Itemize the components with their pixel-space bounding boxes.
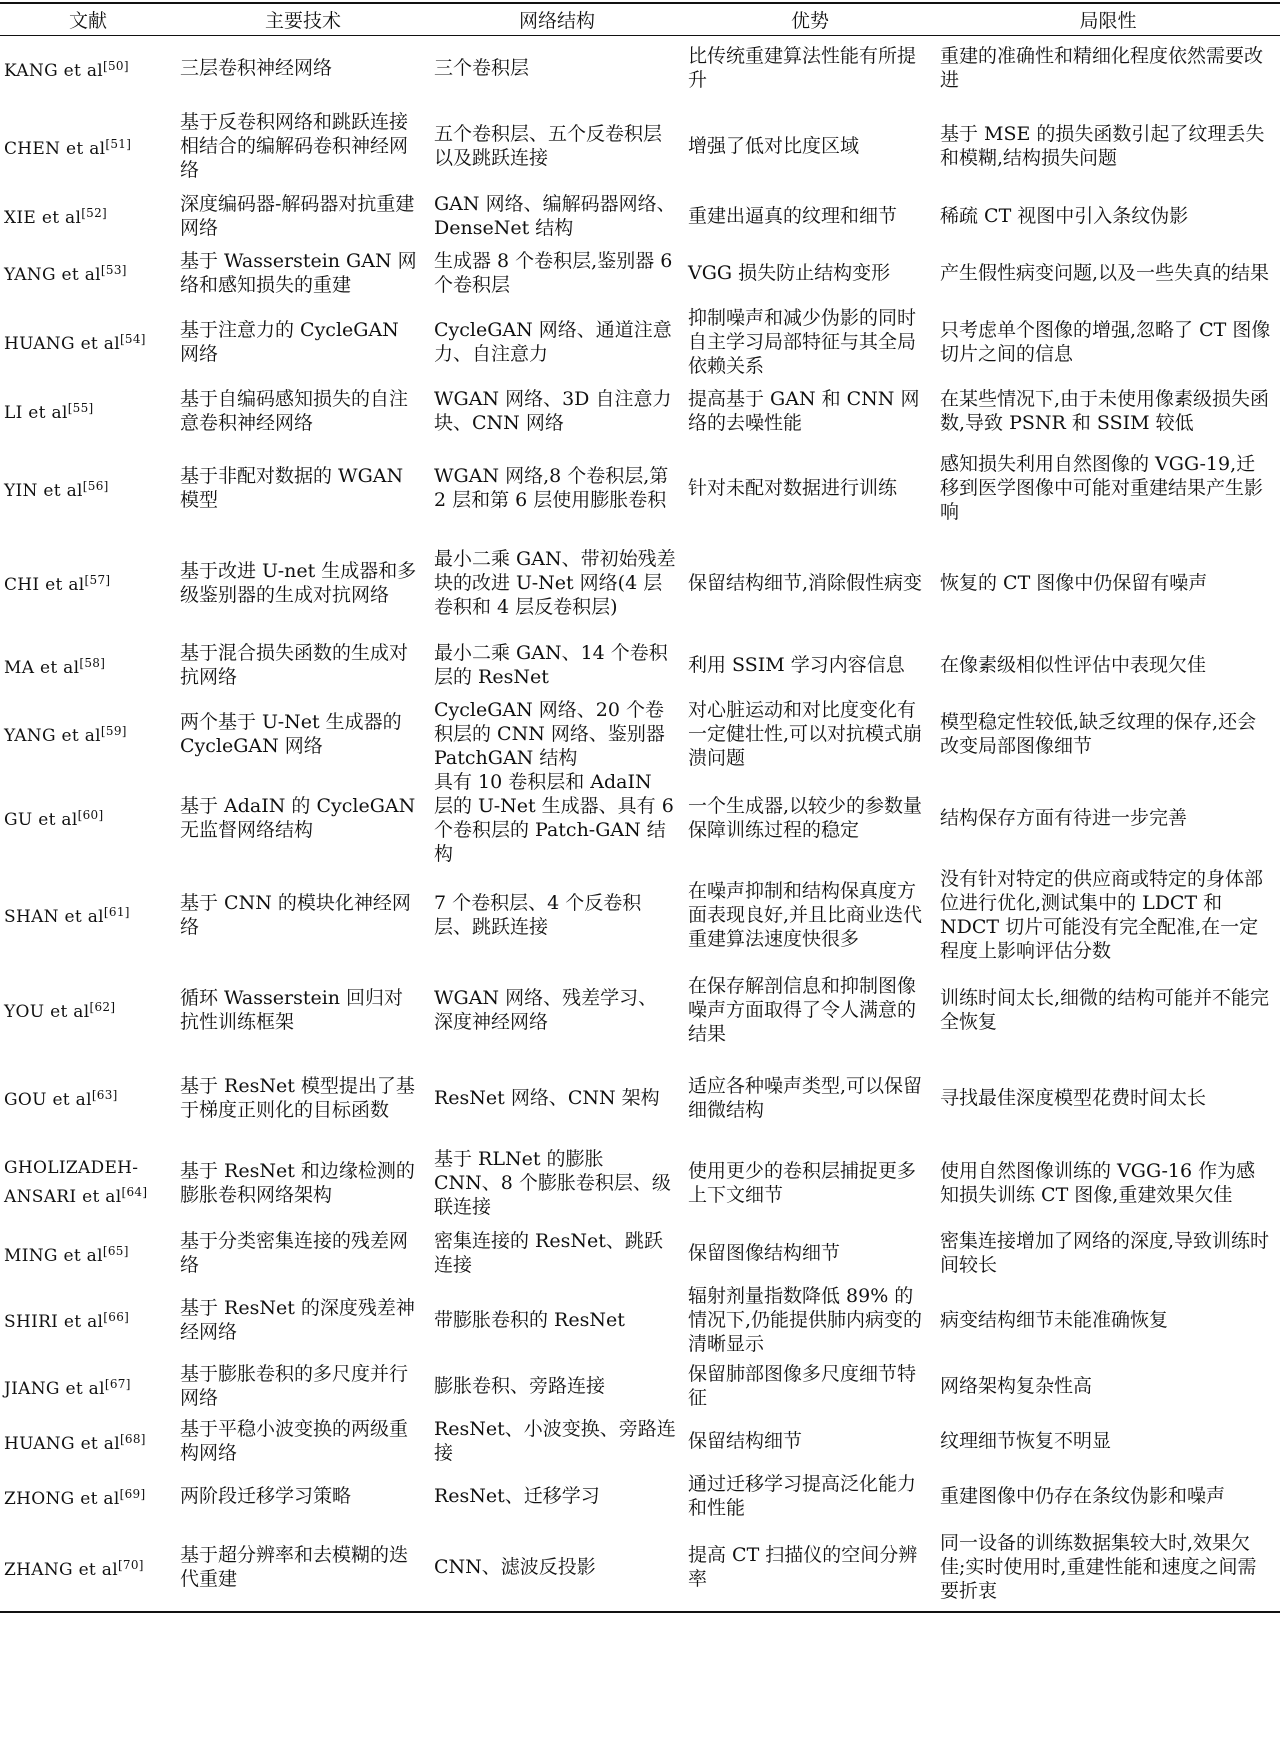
cell-main-technique: 循环 Wasserstein 回归对抗性训练框架 — [180, 986, 404, 1033]
header-advantage: 优势 — [684, 3, 936, 36]
cell-main-technique: 基于注意力的 CycleGAN 网络 — [180, 318, 399, 365]
cell-network-structure: 密集连接的 ResNet、跳跃连接 — [434, 1230, 663, 1276]
cell-reference — [0, 964, 176, 1056]
table-row — [0, 240, 1280, 306]
cell-advantage: 提高基于 GAN 和 CNN 网络的去噪性能 — [688, 387, 920, 434]
cell-reference — [0, 1226, 176, 1281]
cell-network-structure: 具有 10 卷积层和 AdaIN 层的 U-Net 生成器、具有 6 个卷积层的 Patch-GAN 结构 — [434, 770, 674, 865]
cell-advantage: 适应各种噪声类型,可以保留细微结构 — [688, 1074, 923, 1121]
cell-reference — [0, 192, 176, 240]
cell-network-structure: ResNet 网络、CNN 架构 — [434, 1086, 660, 1109]
cell-network-structure: GAN 网络、编解码器网络、DenseNet 结构 — [434, 192, 676, 239]
cell-limitation: 重建的准确性和精细化程度依然需要改进 — [940, 45, 1264, 92]
reference-number: [51] — [105, 136, 132, 151]
cell-main-technique: 基于自编码感知损失的自注意卷积神经网络 — [180, 387, 409, 434]
reference-number: [50] — [103, 58, 129, 73]
table-row — [0, 1469, 1280, 1524]
reference-author: GHOLIZADEH-ANSARI et al — [4, 1158, 139, 1207]
table-row — [0, 378, 1280, 444]
cell-main-technique: 基于平稳小波变换的两级重构网络 — [180, 1418, 409, 1464]
reference-author: MING et al — [4, 1245, 103, 1266]
cell-main-technique: 基于非配对数据的 WGAN 模型 — [180, 465, 404, 511]
reference-author: CHEN et al — [4, 138, 106, 159]
reference-author: JIANG et al — [4, 1378, 105, 1399]
reference-author: ZHONG et al — [4, 1488, 120, 1509]
literature-comparison-table — [0, 2, 1280, 1613]
cell-reference — [0, 533, 176, 633]
cell-limitation: 网络架构复杂性高 — [940, 1375, 1093, 1397]
reference-number: [55] — [67, 401, 94, 415]
cell-limitation: 同一设备的训练数据集较大时,效果欠佳;实时使用时,重建性能和速度之间需要折衷 — [936, 1524, 1280, 1612]
cell-network-structure: CNN、滤波反投影 — [430, 1524, 684, 1612]
cell-advantage: 在噪声抑制和结构保真度方面表现良好,并且比商业迭代重建算法速度快很多 — [688, 879, 923, 950]
header-row — [0, 3, 1280, 36]
cell-limitation: 密集连接增加了网络的深度,导致训练时间较长 — [940, 1230, 1270, 1276]
cell-network-structure: WGAN 网络,8 个卷积层,第 2 层和第 6 层使用膨胀卷积 — [434, 465, 669, 511]
cell-main-technique: 基于 ResNet 的深度残差神经网络 — [180, 1296, 415, 1343]
cell-network-structure: ResNet、小波变换、旁路连接 — [434, 1418, 676, 1464]
cell-reference — [0, 770, 176, 866]
cell-advantage: 对心脏运动和对比度变化有一定健壮性,可以对抗模式崩溃问题 — [688, 698, 923, 769]
cell-limitation: 感知损失利用自然图像的 VGG-19,迁移到医学图像中可能对重建结果产生影响 — [940, 453, 1264, 523]
table-row — [0, 1359, 1280, 1414]
cell-reference — [0, 1524, 176, 1612]
reference-number: [66] — [103, 1310, 130, 1324]
cell-limitation: 在某些情况下,由于未使用像素级损失函数,导致 PSNR 和 SSIM 较低 — [940, 387, 1270, 434]
reference-number: [59] — [100, 724, 127, 738]
cell-limitation: 病变结构细节未能准确恢复 — [940, 1308, 1169, 1331]
header-main-technique: 主要技术 — [176, 3, 430, 36]
cell-advantage: 利用 SSIM 学习内容信息 — [688, 654, 905, 676]
cell-reference — [0, 1359, 176, 1414]
cell-network-structure: 膨胀卷积、旁路连接 — [434, 1375, 606, 1397]
cell-limitation: 产生假性病变问题,以及一些失真的结果 — [940, 261, 1270, 284]
reference-author: SHIRI et al — [4, 1312, 104, 1332]
cell-advantage: 增强了低对比度区域 — [688, 135, 860, 157]
reference-author: XIE et al — [4, 208, 82, 228]
cell-reference — [0, 101, 176, 192]
table-row — [0, 633, 1280, 698]
reference-number: [58] — [79, 655, 106, 670]
table-row — [0, 444, 1280, 533]
cell-advantage: 保留肺部图像多尺度细节特征 — [688, 1363, 917, 1409]
reference-author: YIN et al — [4, 480, 83, 501]
table-row — [0, 1414, 1280, 1469]
table-row — [0, 1226, 1280, 1281]
cell-network-structure: 生成器 8 个卷积层,鉴别器 6 个卷积层 — [434, 249, 673, 296]
cell-main-technique: 基于超分辨率和去模糊的迭代重建 — [176, 1524, 430, 1612]
cell-advantage: 在保存解剖信息和抑制图像噪声方面取得了令人满意的结果 — [688, 974, 917, 1045]
table-row — [0, 698, 1280, 770]
reference-author: GOU et al — [4, 1090, 92, 1110]
cell-reference — [0, 240, 176, 306]
cell-network-structure: 三个卷积层 — [434, 57, 530, 80]
table-row — [0, 36, 1280, 101]
reference-author: ZHANG et al — [4, 1559, 118, 1580]
cell-network-structure: 最小二乘 GAN、14 个卷积层的 ResNet — [434, 642, 668, 688]
cell-main-technique: 基于膨胀卷积的多尺度并行网络 — [180, 1363, 409, 1409]
reference-author: YANG et al — [4, 265, 101, 285]
reference-number: [56] — [82, 478, 109, 493]
cell-main-technique: 基于改进 U-net 生成器和多级鉴别器的生成对抗网络 — [180, 559, 417, 606]
cell-main-technique: 基于反卷积网络和跳跃连接相结合的编解码卷积神经网络 — [180, 111, 409, 181]
header-limitation: 局限性 — [936, 3, 1280, 36]
cell-advantage: 保留结构细节 — [688, 1430, 803, 1452]
reference-author: SHAN et al — [4, 907, 104, 927]
reference-number: [63] — [91, 1088, 118, 1102]
cell-limitation: 寻找最佳深度模型花费时间太长 — [940, 1086, 1207, 1109]
table-row — [0, 306, 1280, 378]
cell-network-structure: CycleGAN 网络、20 个卷积层的 CNN 网络、鉴别器 PatchGAN 结构 — [434, 698, 665, 769]
cell-limitation: 模型稳定性较低,缺乏纹理的保存,还会改变局部图像细节 — [940, 710, 1257, 757]
cell-main-technique: 基于 AdaIN 的 CycleGAN 无监督网络结构 — [180, 794, 416, 841]
cell-advantage: 通过迁移学习提高泛化能力和性能 — [688, 1473, 917, 1519]
reference-number: [54] — [119, 332, 146, 346]
table-header — [0, 3, 1280, 36]
reference-author: KANG et al — [4, 60, 104, 81]
table-row — [0, 1140, 1280, 1226]
reference-number: [68] — [119, 1431, 146, 1446]
cell-main-technique: 基于 CNN 的模块化神经网络 — [180, 891, 411, 938]
cell-reference — [0, 378, 176, 444]
reference-author: YOU et al — [4, 1002, 90, 1022]
table-row — [0, 1281, 1280, 1359]
cell-limitation: 使用自然图像训练的 VGG-16 作为感知损失训练 CT 图像,重建效果欠佳 — [940, 1159, 1256, 1206]
cell-advantage: VGG 损失防止结构变形 — [688, 261, 891, 284]
cell-reference — [0, 1414, 176, 1469]
cell-main-technique: 两个基于 U-Net 生成器的 CycleGAN 网络 — [180, 710, 402, 757]
cell-advantage: 重建出逼真的纹理和细节 — [688, 204, 898, 227]
cell-reference — [0, 866, 176, 964]
table-row — [0, 1056, 1280, 1140]
cell-advantage: 针对未配对数据进行训练 — [688, 477, 898, 499]
table-row — [0, 101, 1280, 192]
cell-reference — [0, 1281, 176, 1359]
cell-limitation: 在像素级相似性评估中表现欠佳 — [940, 654, 1207, 676]
cell-advantage: 抑制噪声和减少伪影的同时自主学习局部特征与其全局依赖关系 — [688, 306, 917, 377]
cell-network-structure: WGAN 网络、3D 自注意力块、CNN 网络 — [434, 387, 672, 434]
cell-main-technique: 基于分类密集连接的残差网络 — [180, 1230, 409, 1276]
reference-number: [60] — [77, 808, 104, 822]
cell-reference — [0, 633, 176, 698]
cell-main-technique: 深度编码器-解码器对抗重建网络 — [180, 192, 415, 239]
cell-limitation: 训练时间太长,细微的结构可能并不能完全恢复 — [940, 986, 1270, 1033]
reference-author: MA et al — [4, 657, 80, 678]
cell-advantage: 保留图像结构细节 — [688, 1242, 841, 1264]
cell-main-technique: 两阶段迁移学习策略 — [180, 1485, 352, 1507]
cell-main-technique: 基于 Wasserstein GAN 网络和感知损失的重建 — [180, 249, 417, 296]
cell-network-structure: 基于 RLNet 的膨胀 CNN、8 个膨胀卷积层、级联连接 — [434, 1147, 671, 1218]
table-row — [0, 866, 1280, 964]
reference-number: [69] — [119, 1486, 146, 1501]
cell-advantage: 一个生成器,以较少的参数量保障训练过程的稳定 — [688, 794, 923, 841]
cell-reference — [0, 698, 176, 770]
cell-limitation: 重建图像中仍存在条纹伪影和噪声 — [940, 1485, 1226, 1507]
reference-number: [53] — [100, 263, 127, 277]
header-literature: 文献 — [0, 3, 176, 36]
cell-advantage: 使用更少的卷积层捕捉更多上下文细节 — [688, 1159, 917, 1206]
table-row — [0, 533, 1280, 633]
reference-number: [70] — [117, 1557, 144, 1572]
reference-author: GU et al — [4, 810, 78, 830]
cell-advantage: 辐射剂量指数降低 89% 的情况下,仍能提供肺内病变的清晰显示 — [688, 1284, 923, 1355]
reference-number: [52] — [81, 206, 108, 220]
cell-limitation: 只考虑单个图像的增强,忽略了 CT 图像切片之间的信息 — [940, 318, 1271, 365]
cell-network-structure: 最小二乘 GAN、带初始残差块的改进 U-Net 网络(4 层卷积和 4 层反卷积层) — [434, 547, 676, 618]
table-row — [0, 192, 1280, 240]
cell-network-structure: ResNet、迁移学习 — [434, 1485, 600, 1507]
cell-reference — [0, 1469, 176, 1524]
reference-author: HUANG et al — [4, 1433, 120, 1454]
reference-number: [57] — [84, 573, 111, 587]
table-row — [0, 964, 1280, 1056]
reference-author: YANG et al — [4, 726, 101, 746]
cell-advantage: 比传统重建算法性能有所提升 — [688, 45, 917, 92]
cell-limitation: 恢复的 CT 图像中仍保留有噪声 — [940, 571, 1208, 594]
cell-main-technique: 三层卷积神经网络 — [180, 57, 333, 80]
cell-network-structure: 五个卷积层、五个反卷积层以及跳跃连接 — [434, 123, 663, 169]
cell-limitation: 没有针对特定的供应商或特定的身体部位进行优化,测试集中的 LDCT 和 NDCT 切片可能没有完全配准,在一定程度上影响评估分数 — [940, 867, 1264, 962]
cell-reference — [0, 306, 176, 378]
cell-reference — [0, 1056, 176, 1140]
cell-network-structure: 带膨胀卷积的 ResNet — [434, 1308, 625, 1331]
cell-reference — [0, 444, 176, 533]
cell-limitation: 纹理细节恢复不明显 — [940, 1430, 1112, 1452]
cell-main-technique: 基于 ResNet 和边缘检测的膨胀卷积网络架构 — [180, 1159, 415, 1206]
cell-reference — [0, 1140, 176, 1226]
cell-main-technique: 基于混合损失函数的生成对抗网络 — [180, 642, 409, 688]
cell-network-structure: 7 个卷积层、4 个反卷积层、跳跃连接 — [434, 891, 642, 938]
cell-advantage: 保留结构细节,消除假性病变 — [688, 571, 923, 594]
reference-number: [62] — [89, 1000, 116, 1014]
table-row — [0, 1524, 1280, 1612]
reference-number: [61] — [103, 905, 130, 919]
reference-number: [65] — [102, 1243, 129, 1258]
cell-limitation: 结构保存方面有待进一步完善 — [940, 806, 1188, 829]
cell-limitation: 基于 MSE 的损失函数引起了纹理丢失和模糊,结构损失问题 — [940, 123, 1265, 169]
cell-advantage: 提高 CT 扫描仪的空间分辨率 — [684, 1524, 936, 1612]
table-body — [0, 36, 1280, 1612]
reference-author: LI et al — [4, 403, 68, 423]
cell-reference — [0, 36, 176, 101]
reference-author: CHI et al — [4, 575, 85, 595]
header-network-structure: 网络结构 — [430, 3, 684, 36]
cell-network-structure: WGAN 网络、残差学习、深度神经网络 — [434, 986, 658, 1033]
cell-limitation: 稀疏 CT 视图中引入条纹伪影 — [940, 204, 1189, 227]
reference-number: [64] — [121, 1185, 148, 1199]
cell-main-technique: 基于 ResNet 模型提出了基于梯度正则化的目标函数 — [180, 1074, 415, 1121]
reference-number: [67] — [104, 1376, 131, 1391]
cell-network-structure: CycleGAN 网络、通道注意力、自注意力 — [434, 318, 672, 365]
table-row — [0, 770, 1280, 866]
reference-author: HUANG et al — [4, 334, 120, 354]
